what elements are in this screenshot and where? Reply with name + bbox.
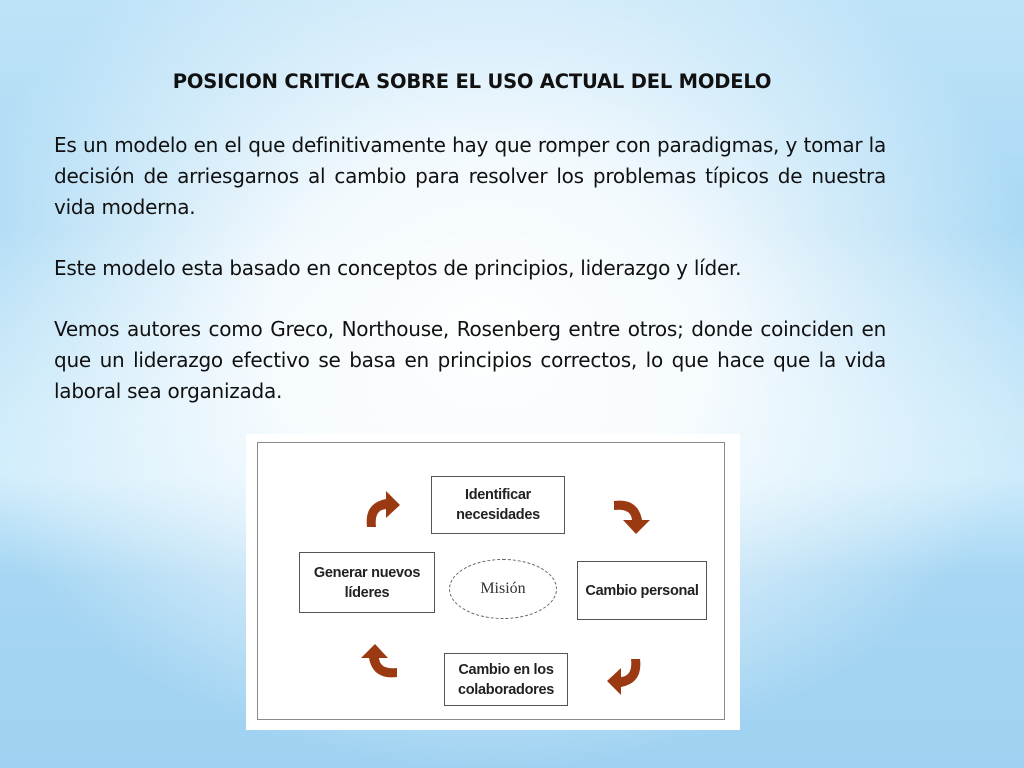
curved-arrow-icon	[608, 490, 658, 540]
slide-title: POSICION CRITICA SOBRE EL USO ACTUAL DEL MODELO	[172, 70, 772, 93]
mision-ellipse	[449, 559, 557, 619]
node-cambio-colaboradores: Cambio en los colaboradores	[444, 653, 568, 706]
paragraph-3: Vemos autores como Greco, Northouse, Rosenberg entre otros; donde coinciden en que un liderazgo efectivo se basa en principios correctos, lo que hace que la vida laboral sea organizada.	[54, 317, 886, 403]
node-generar-lideres: Generar nuevos líderes	[299, 552, 435, 613]
node-cambio-personal: Cambio personal	[577, 561, 707, 620]
mision-label: Misión	[480, 580, 526, 597]
curved-arrow-icon	[356, 483, 406, 533]
diagram-frame	[257, 442, 725, 720]
paragraph-2: Este modelo esta basado en conceptos de principios, liderazgo y líder.	[54, 256, 742, 280]
curved-arrow-icon	[601, 653, 651, 703]
cycle-diagram	[246, 434, 740, 730]
paragraph-1: Es un modelo en el que definitivamente hay que romper con paradigmas, y tomar la decisión de arriesgarnos al cambio para resolver los problemas típicos de nuestra vida moderna.	[54, 133, 886, 219]
curved-arrow-icon	[353, 638, 403, 688]
node-identificar-necesidades: Identificar necesidades	[431, 476, 565, 534]
